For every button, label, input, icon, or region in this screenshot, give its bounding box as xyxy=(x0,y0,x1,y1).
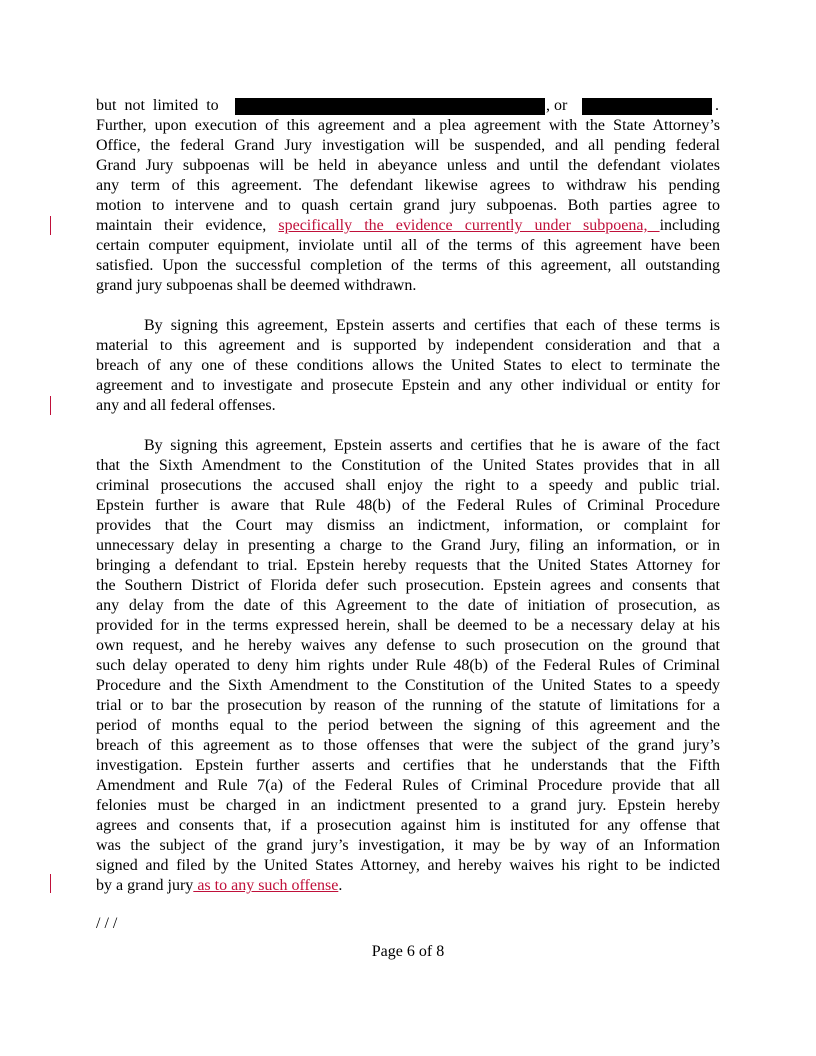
text-line: but not limited to , or . xyxy=(96,97,719,114)
text-line-with-insertion: by a grand jury as to any such offense. xyxy=(96,877,343,894)
paragraph-material-terms: By signing this agreement, Epstein asserts and certifies that each of these terms is material to this agreement and is supported by independent consideration and that a breach of any one of these conditions allows the United States to elect to terminate the agreement and to investigate and prosecute Epstein and any other individual or entity for any and all federal offenses. xyxy=(96,317,720,414)
redaction-block xyxy=(582,98,712,115)
continuation-marker: / / / xyxy=(96,915,118,932)
paragraph-evidence: but not limited to , or . Further, upon execution of this agreement and a plea agreement with the State Attorney’s Office, the federal Grand Jury investigation will be suspended, and all pending federal Grand Jury subpoenas will be held in abeyance unless and until the defendant violates any term of this agreement. The defendant likewise agrees to withdraw his pending motion to intervene and to quash certain grand jury subpoenas. Both parties agree to maintain their evidence, specifically the evidence currently under subpoena, including certain computer equipment, inviolate until all of the terms of this agreement have been satisfied. Upon the successful completion of the terms of this agreement, all outstanding grand jury subpoenas shall be deemed withdrawn. xyxy=(96,97,721,294)
tracked-insertion: as to any such offense xyxy=(193,877,339,894)
text-line-with-insertion: maintain their evidence, specifically the evidence currently under subpoena, including xyxy=(96,217,721,234)
tracked-insertion: specifically the evidence currently under subpoena, xyxy=(278,217,660,234)
revision-change-bar xyxy=(50,396,51,415)
revision-change-bar xyxy=(50,874,51,893)
redaction-block xyxy=(235,98,545,115)
page-number-footer: Page 6 of 8 xyxy=(371,943,445,960)
revision-change-bar xyxy=(50,216,51,235)
paragraph-speedy-trial-waiver: By signing this agreement, Epstein asserts and certifies that he is aware of the fact that the Sixth Amendment to the Constitution of the United States provides that in all criminal prosecutions the accused shall enjoy the right to a speedy and public trial. Epstein further is aware that Rule 48(b) of the Federal Rules of Criminal Procedure provides that the Court may dismiss an indictment, information, or complaint for unnecessary delay in presenting a charge to the Grand Jury, filing an information, or in bringing a defendant to trial. Epstein hereby requests that the United States Attorney for the Southern District of Florida defer such prosecution. Epstein agrees and consents that any delay from the date of this Agreement to the date of initiation of prosecution, as provided for in the terms expressed herein, shall be deemed to be a necessary delay at his own request, and he hereby waives any defense to such prosecution on the ground that such delay operated to deny him rights under Rule 48(b) of the Federal Rules of Criminal Procedure and the Sixth Amendment to the Constitution of the United States to a speedy trial or to bar the prosecution by reason of the running of the statute of limitations for a period of months equal to the period between the signing of this agreement and the breach of this agreement as to those offenses that were the subject of the grand jury’s investigation. Epstein further asserts and certifies that he understands that the Fifth Amendment and Rule 7(a) of the Federal Rules of Criminal Procedure provide that all felonies must be charged in an indictment presented to a grand jury. Epstein hereby agrees and consents that, if a prosecution against him is instituted for any offense that was the subject of the grand jury’s investigation, it may be by way of an Information signed and filed by the United States Attorney, and hereby waives his right to be indicted by a grand jury as to any such offense. xyxy=(96,437,720,894)
